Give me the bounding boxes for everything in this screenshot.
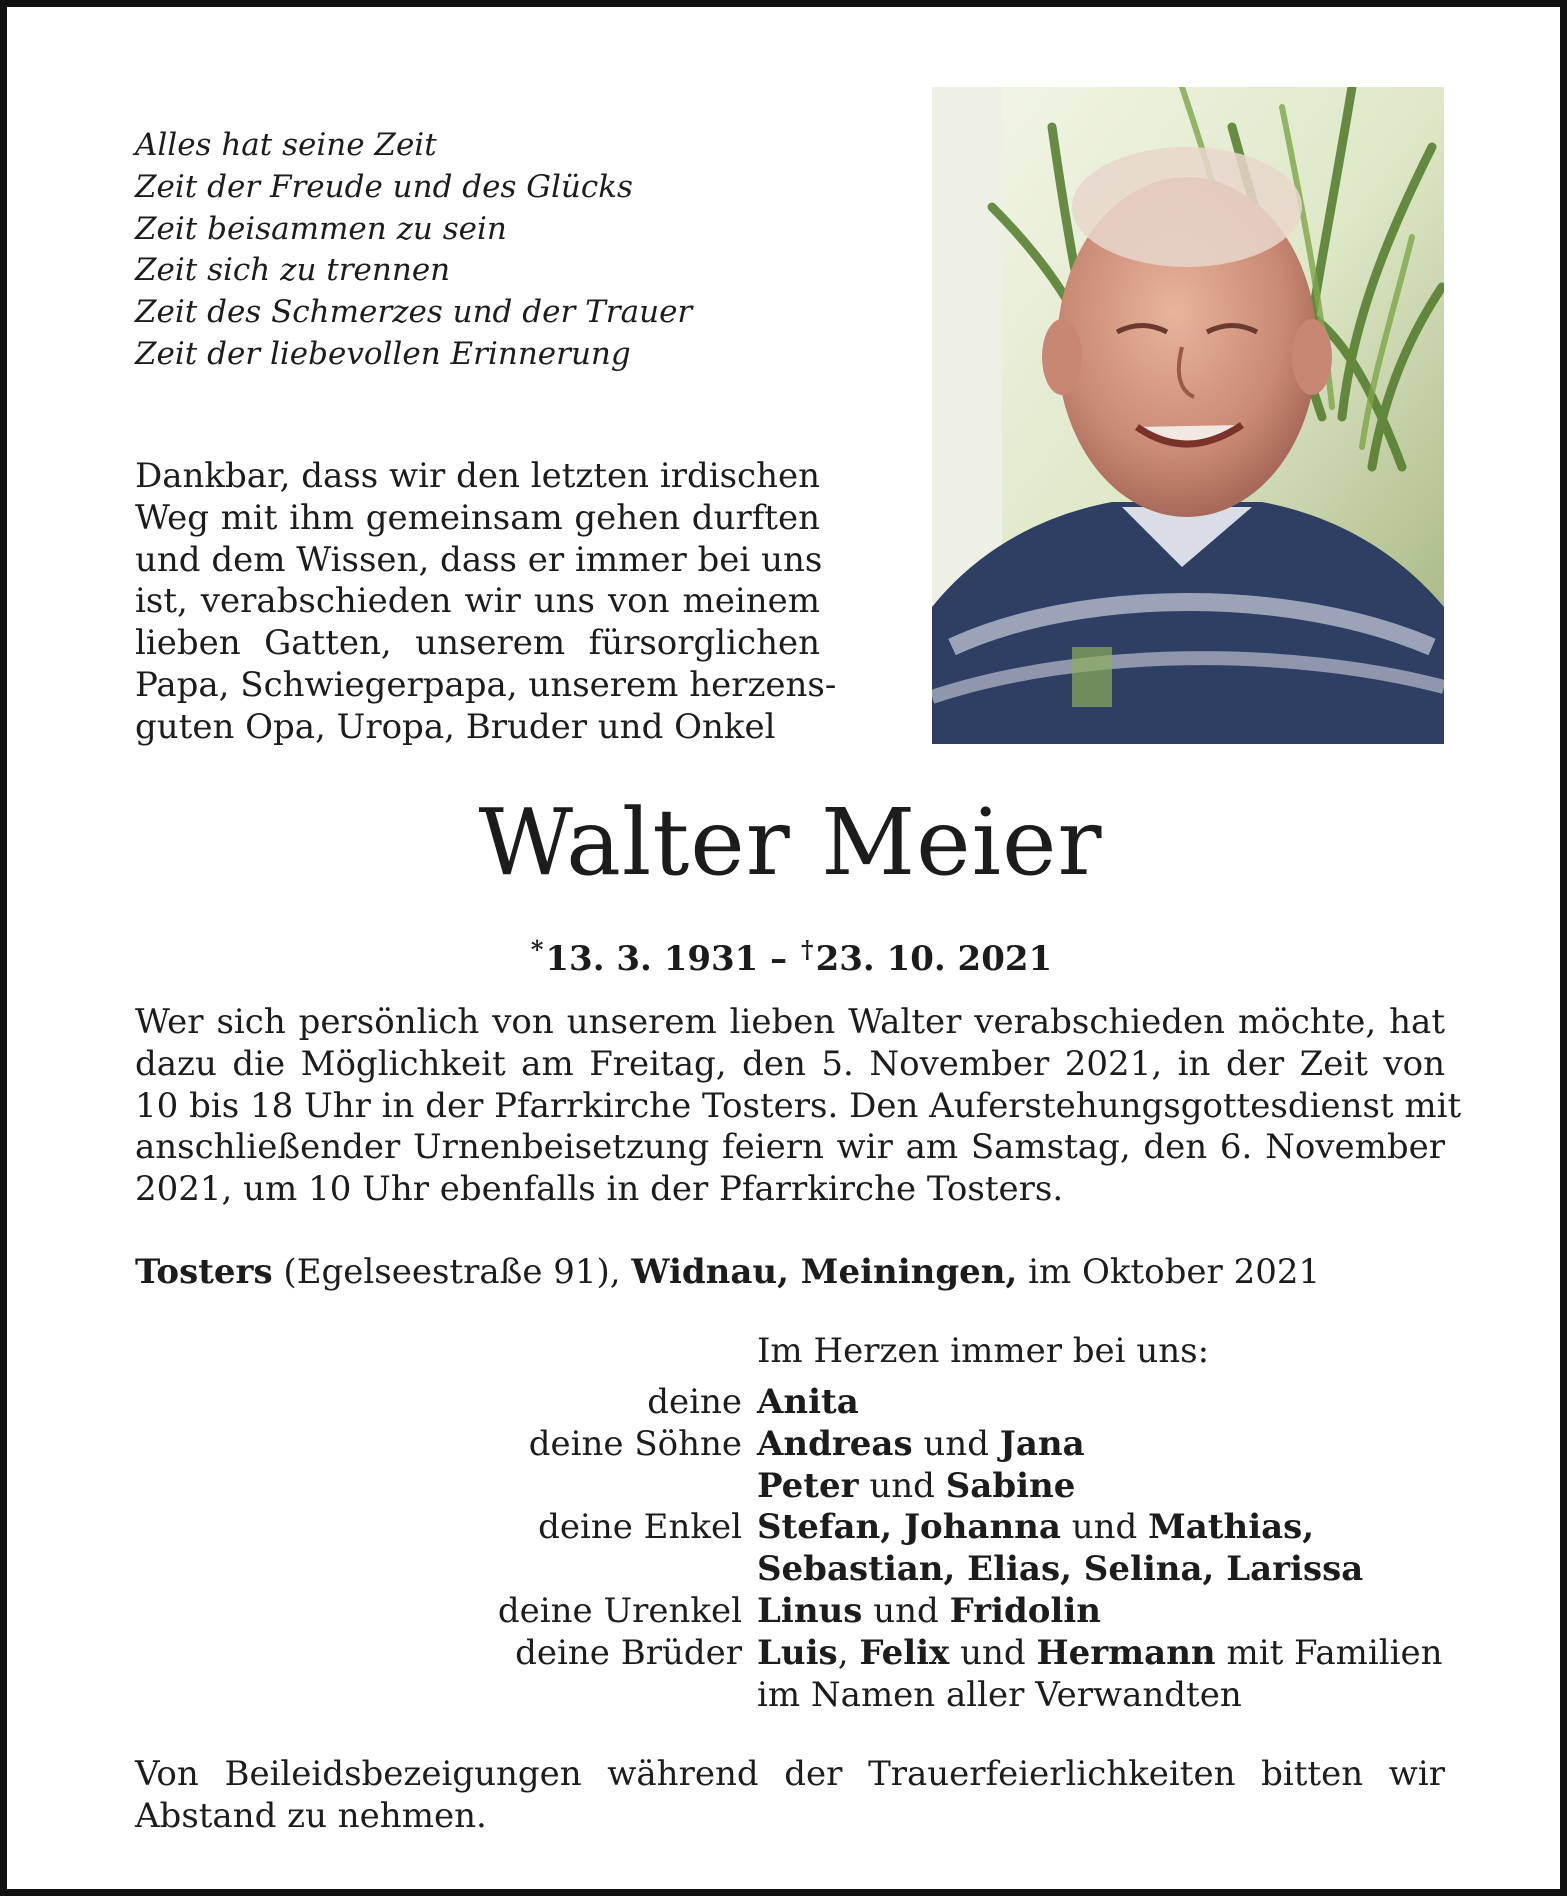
date-separator: –: [770, 939, 788, 979]
closing-line: Abstand zu nehmen.: [135, 1795, 487, 1836]
mourner-name: Peter: [757, 1465, 859, 1506]
motto-line: Zeit sich zu trennen: [135, 252, 451, 289]
mourners-list: [135, 1382, 1455, 1716]
mourner-row: [135, 1382, 1455, 1424]
conjunction: und: [862, 1590, 950, 1631]
motto-line: Zeit des Schmerzes und der Trauer: [135, 294, 693, 331]
notice-line: 10 bis 18 Uhr in der Pfarrkirche Tosters. Den Auferstehungsgottesdienst mit: [135, 1085, 1462, 1126]
mourner-name: Andreas: [757, 1423, 913, 1464]
mourner-name: Hermann: [1036, 1632, 1216, 1673]
notice-line: Wer sich persönlich von unserem lieben Walter verabschieden möchte, hat: [135, 1002, 1445, 1042]
mourner-row: [135, 1591, 1455, 1633]
relation-label: deine Enkel: [538, 1507, 742, 1548]
comma: ,: [837, 1632, 860, 1673]
life-dates: [7, 928, 1567, 981]
notice-line: dazu die Möglichkeit am Freitag, den 5. November 2021, in der Zeit von: [135, 1043, 1445, 1084]
closing-note: [135, 1754, 1445, 1838]
intro-line: lieben Gatten, unserem fürsorglichen: [135, 623, 820, 664]
mourner-name: Linus: [757, 1590, 863, 1631]
other-towns: Widnau, Meiningen,: [631, 1252, 1018, 1292]
street-address: (Egelseestraße 91),: [272, 1252, 632, 1292]
relatives-line: im Namen aller Verwandten: [757, 1674, 1242, 1715]
conjunction: und: [858, 1465, 946, 1506]
death-cross-icon: †: [801, 935, 814, 964]
portrait-photo: [932, 87, 1444, 744]
relation-label: deine Brüder: [515, 1632, 742, 1673]
intro-line: Weg mit ihm gemeinsam gehen durften: [135, 497, 820, 538]
mourner-name: Felix: [859, 1632, 950, 1673]
mourner-name: Luis: [757, 1632, 838, 1673]
mourner-row: [135, 1466, 1455, 1508]
intro-line: Papa, Schwiegerpapa, unserem herzens-: [135, 664, 837, 705]
mourner-row: [135, 1424, 1455, 1466]
mourner-name: Sabine: [945, 1465, 1076, 1506]
intro-paragraph: [135, 456, 837, 749]
motto-line: Zeit der liebevollen Erinnerung: [135, 335, 631, 372]
mourner-row: [135, 1675, 1455, 1717]
motto-verse: [135, 125, 795, 376]
mourner-name: Sebastian, Elias, Selina, Larissa: [757, 1549, 1364, 1590]
place-and-date: [135, 1252, 1445, 1294]
intro-line: und dem Wissen, dass er immer bei uns: [135, 539, 823, 580]
conjunction: und: [949, 1632, 1037, 1673]
with-families: mit Familien: [1215, 1632, 1443, 1673]
mourner-name: Anita: [757, 1382, 859, 1422]
mourner-row: [135, 1633, 1455, 1675]
relation-label: deine: [647, 1382, 742, 1422]
mourner-name: Jana: [999, 1423, 1085, 1464]
mourner-name: Mathias,: [1148, 1507, 1315, 1548]
intro-line: guten Opa, Uropa, Bruder und Onkel: [135, 706, 776, 747]
conjunction: und: [912, 1423, 1000, 1464]
death-date: 23. 10. 2021: [815, 939, 1053, 979]
mourners-heading: Im Herzen immer bei uns:: [757, 1331, 1210, 1371]
relation-label: deine Söhne: [528, 1423, 742, 1464]
birth-date: 13. 3. 1931: [545, 939, 759, 979]
portrait-illustration: [932, 87, 1444, 744]
relation-label: deine Urenkel: [497, 1590, 742, 1631]
motto-line: Zeit beisammen zu sein: [135, 210, 507, 247]
mourner-row: [135, 1549, 1455, 1591]
intro-line: Dankbar, dass wir den letzten irdischen: [135, 456, 820, 496]
closing-line: Von Beileidsbezeigungen während der Trauerfeierlichkeiten bitten wir: [135, 1754, 1445, 1794]
mourner-name: Fridolin: [949, 1590, 1101, 1631]
deceased-name: Walter Meier: [478, 789, 1103, 896]
farewell-notice: [135, 1002, 1462, 1211]
motto-line: Alles hat seine Zeit: [135, 127, 437, 163]
notice-line: anschließender Urnenbeisetzung feiern wir am Samstag, den 6. November: [135, 1127, 1445, 1168]
mourner-name: Stefan, Johanna: [757, 1507, 1061, 1548]
mourner-row: [135, 1507, 1455, 1549]
town-name: Tosters: [135, 1252, 273, 1292]
intro-line: ist, verabschieden wir uns von meinem: [135, 581, 820, 622]
conjunction: und: [1060, 1507, 1149, 1548]
motto-line: Zeit der Freude und des Glücks: [135, 168, 633, 205]
notice-date: im Oktober 2021: [1017, 1252, 1321, 1292]
notice-line: 2021, um 10 Uhr ebenfalls in der Pfarrkirche Tosters.: [135, 1169, 1064, 1210]
birth-star-icon: *: [530, 935, 544, 964]
